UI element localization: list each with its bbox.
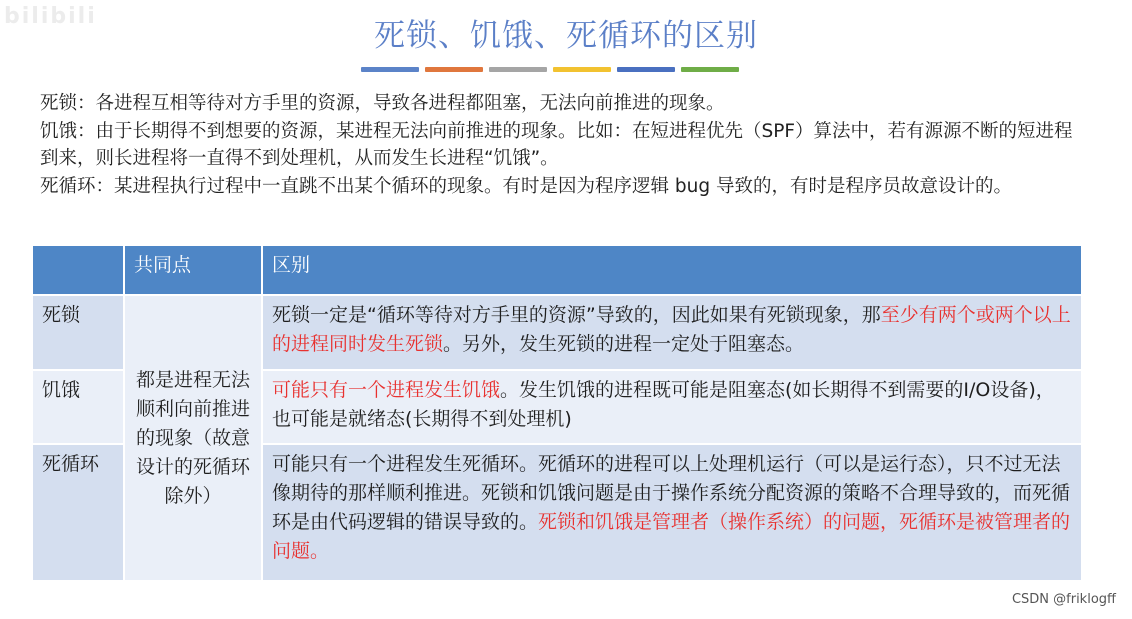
diff-infinite-loop-text-a: 可能只有一个进程发生死循环。死循环的进程可以上处理机运行（可以是运行态），只不过无法像期待的那样顺利推进。死锁和饥饿问题是由于操作系统分配资源的策略不合理导致的，而死循环是由代码逻辑的错误导致的。	[272, 453, 1071, 534]
row-name-infinite-loop: 死循环	[32, 444, 124, 581]
diff-infinite-loop	[262, 444, 1082, 581]
color-segment-1	[361, 67, 419, 72]
intro-infinite-loop: 死循环：某进程执行过程中一直跳不出某个循环的现象。有时是因为程序逻辑 bug 导致的，有时是程序员故意设计的。	[40, 175, 1012, 197]
color-segment-4	[553, 67, 611, 72]
row-name-deadlock: 死锁	[32, 295, 124, 370]
header-empty	[32, 245, 124, 295]
intro-starvation: 饥饿：由于长期得不到想要的资源，某进程无法向前推进的现象。比如：在短进程优先（SPF）算法中，若有源源不断的短进程到来，则长进程将一直得不到处理机，从而发生长进程“饥饿”。	[40, 120, 1073, 169]
color-segment-2	[425, 67, 483, 72]
diff-infinite-loop-highlight: 死锁和饥饿是管理者（操作系统）的问题，死循环是被管理者的问题。	[272, 511, 1071, 563]
diff-starvation	[262, 370, 1082, 445]
color-segment-3	[489, 67, 547, 72]
table-row	[32, 295, 1082, 370]
diff-deadlock	[262, 295, 1082, 370]
header-difference: 区别	[262, 245, 1082, 295]
diff-deadlock-text-c: 。另外，发生死锁的进程一定处于阻塞态。	[443, 333, 805, 355]
diff-deadlock-text-a: 死锁一定是“循环等待对方手里的资源”导致的，因此如果有死锁现象，那	[272, 304, 881, 326]
color-segment-5	[617, 67, 675, 72]
diff-starvation-highlight: 可能只有一个进程发生饥饿	[272, 378, 501, 401]
intro-text	[40, 90, 1080, 200]
intro-deadlock: 死锁：各进程互相等待对方手里的资源，导致各进程都阻塞，无法向前推进的现象。	[40, 93, 725, 114]
diff-starvation-text-b: 。发生饥饿的进程既可能是阻塞态(如长期得不到需要的I/O设备)，也可能是就绪态(长期得不到处理机)	[272, 378, 1055, 430]
bilibili-watermark: bilibili	[4, 4, 97, 29]
title-color-bar	[361, 67, 739, 72]
page-title: 死锁、饥饿、死循环的区别	[374, 18, 758, 54]
color-segment-6	[681, 67, 739, 72]
diff-deadlock-highlight: 至少有两个或两个以上的进程同时发生死锁	[272, 304, 1071, 355]
common-point-cell: 都是进程无法顺利向前推进的现象（故意设计的死循环除外）	[124, 295, 262, 581]
row-name-starvation: 饥饿	[32, 370, 124, 445]
table-header-row	[32, 245, 1082, 295]
csdn-footer: CSDN @friklogff	[1011, 592, 1116, 607]
comparison-table	[31, 244, 1083, 582]
header-common: 共同点	[124, 245, 262, 295]
